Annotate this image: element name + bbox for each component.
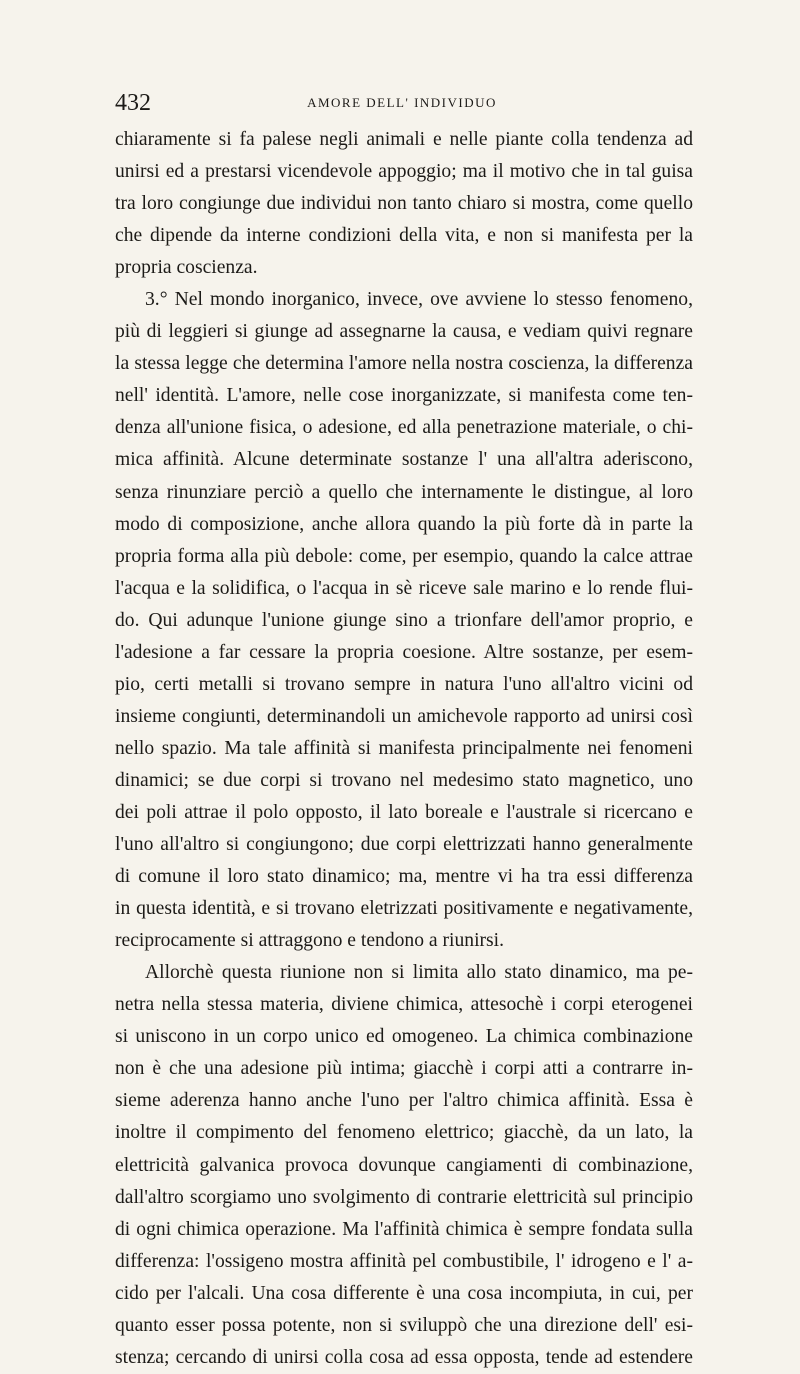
text-line: cido per l'alcali. Una cosa differente è una cosa incompiuta, in cui, per [115, 1282, 693, 1304]
header-title: AMORE DELL' INDIVIDUO [307, 95, 497, 110]
text-line: insieme congiunti, determinandoli un amichevole rapporto ad unirsi così [115, 705, 693, 727]
text-line: di ogni chimica operazione. Ma l'affinità chimica è sempre fondata sulla [115, 1218, 693, 1240]
text-line: unirsi ed a prestarsi vicendevole appoggio; ma il motivo che in tal guisa [115, 161, 693, 183]
text-line: nell' identità. L'amore, nelle cose inorganizzate, si manifesta come ten- [115, 385, 693, 407]
text-line: nello spazio. Ma tale affinità si manifesta principalmente nei fenomeni [115, 737, 693, 759]
text-line: l'adesione a far cessare la propria coesione. Altre sostanze, per esem- [115, 641, 693, 663]
text-line: dei poli attrae il polo opposto, il lato boreale e l'australe si ricercano e [115, 801, 693, 823]
text-line: denza all'unione fisica, o adesione, ed alla penetrazione materiale, o chi- [115, 417, 693, 439]
text-line: più di leggieri si giunge ad assegnarne la causa, e vediam quivi regnare [115, 321, 693, 343]
text-line: di comune il loro stato dinamico; ma, mentre vi ha tra essi differenza [115, 866, 693, 888]
text-line: 3.° Nel mondo inorganico, invece, ove avviene lo stesso fenomeno, [145, 289, 693, 311]
text-line: elettricità galvanica provoca dovunque cangiamenti di combinazione, [115, 1154, 693, 1176]
text-line: quanto esser possa potente, non si sviluppò che una direzione dell' esi- [115, 1314, 693, 1336]
text-line: si uniscono in un corpo unico ed omogeneo. La chimica combinazione [115, 1026, 693, 1048]
text-line: propria coscienza. [115, 257, 258, 279]
text-line: dinamici; se due corpi si trovano nel medesimo stato magnetico, uno [115, 769, 693, 791]
text-line: reciprocamente si attraggono e tendono a riunirsi. [115, 930, 505, 952]
text-line: pio, certi metalli si trovano sempre in natura l'uno all'altro vicini od [115, 673, 693, 695]
text-line: in questa identità, e si trovano eletrizzati positivamente e negativamente, [115, 898, 693, 920]
text-line: che dipende da interne condizioni della vita, e non si manifesta per la [115, 225, 693, 247]
text-line: inoltre il compimento del fenomeno elettrico; giacchè, da un lato, la [115, 1122, 693, 1144]
text-line: senza rinunziare perciò a quello che internamente le distingue, al loro [115, 481, 693, 503]
text-line: netra nella stessa materia, diviene chimica, attesochè i corpi eterogenei [115, 994, 693, 1016]
text-line: tra loro congiunge due individui non tanto chiaro si mostra, come quello [115, 193, 693, 215]
running-head [115, 88, 689, 118]
text-line: mica affinità. Alcune determinate sostanze l' una all'altra aderiscono, [115, 449, 693, 471]
text-line: l'uno all'altro si congiungono; due corpi elettrizzati hanno generalmente [115, 834, 693, 856]
text-line: sieme aderenza hanno anche l'uno per l'altro chimica affinità. Essa è [115, 1090, 693, 1112]
text-line: Allorchè questa riunione non si limita allo stato dinamico, ma pe- [145, 962, 693, 984]
text-line: non è che una adesione più intima; giacchè i corpi atti a contrarre in- [115, 1058, 693, 1080]
page-number: 432 [115, 90, 151, 116]
text-line: stenza; cercando di unirsi colla cosa ad essa opposta, tende ad estendere [115, 1346, 693, 1368]
text-line: propria forma alla più debole: come, per esempio, quando la calce attrae [115, 545, 693, 567]
body-text [115, 124, 693, 1374]
text-line: differenza: l'ossigeno mostra affinità pel combustibile, l' idrogeno e l' a- [115, 1250, 693, 1272]
text-line: chiaramente si fa palese negli animali e nelle piante colla tendenza ad [115, 129, 693, 150]
text-line: la stessa legge che determina l'amore nella nostra coscienza, la differenza [115, 353, 693, 375]
text-line: dall'altro scorgiamo uno svolgimento di contrarie elettricità sul principio [115, 1186, 693, 1208]
text-line: do. Qui adunque l'unione giunge sino a trionfare dell'amor proprio, e [115, 609, 693, 631]
text-line: l'acqua e la solidifica, o l'acqua in sè riceve sale marino e lo rende flui- [115, 577, 693, 599]
text-line: modo di composizione, anche allora quando la più forte dà in parte la [115, 513, 693, 535]
